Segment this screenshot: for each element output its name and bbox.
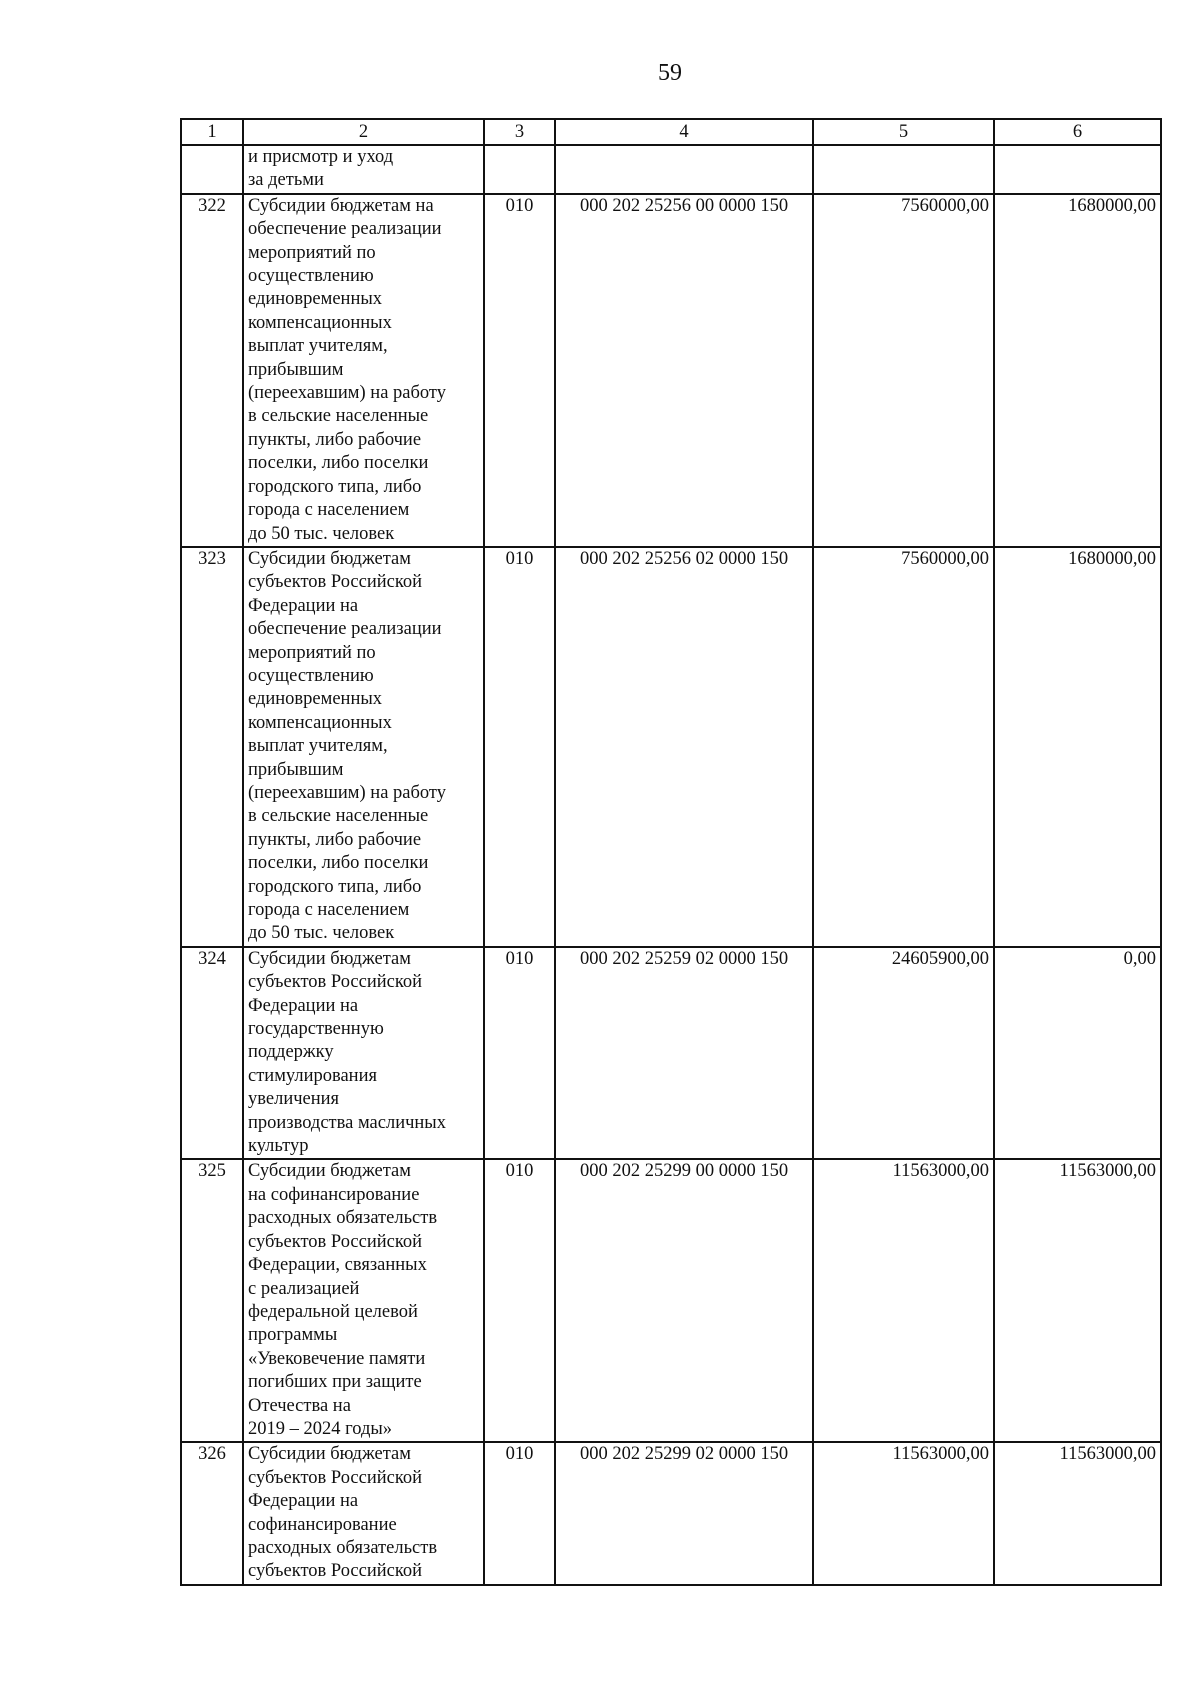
row-number (181, 145, 243, 194)
row-sum-2: 1680000,00 (994, 194, 1161, 547)
row-sum-2: 11563000,00 (994, 1442, 1161, 1584)
row-admin-code: 010 (484, 1442, 555, 1584)
row-sum-1: 7560000,00 (813, 194, 994, 547)
row-sum-1: 24605900,00 (813, 947, 994, 1160)
row-admin-code (484, 145, 555, 194)
row-number: 322 (181, 194, 243, 547)
row-name: Субсидии бюджетам субъектов Российской Федерации на софинансирование расходных обязательств субъектов Российской (243, 1442, 484, 1584)
budget-table (180, 118, 1162, 1586)
table-row (181, 1159, 1161, 1442)
row-sum-2 (994, 145, 1161, 194)
row-sum-2: 0,00 (994, 947, 1161, 1160)
row-sum-1 (813, 145, 994, 194)
header-row (181, 119, 1161, 145)
row-number: 325 (181, 1159, 243, 1442)
row-name: Субсидии бюджетам субъектов Российской Федерации на государственную поддержку стимулирования увеличения производства масличных культур (243, 947, 484, 1160)
column-header-1: 1 (181, 119, 243, 145)
table-row (181, 947, 1161, 1160)
row-number: 324 (181, 947, 243, 1160)
row-budget-code: 000 202 25259 02 0000 150 (555, 947, 813, 1160)
row-name: Субсидии бюджетам на обеспечение реализации мероприятий по осуществлению единовременных компенсационных выплат учителям, прибывшим (переехавшим) на работу в сельские населенные пункты, либо рабочие поселки, либо поселки городского типа, либо города с населением до 50 тыс. человек (243, 194, 484, 547)
row-name: Субсидии бюджетам субъектов Российской Федерации на обеспечение реализации мероприятий по осуществлению единовременных компенсационных выплат учителям, прибывшим (переехавшим) на работу в сельские населенные пункты, либо рабочие поселки, либо поселки городского типа, либо города с населением до 50 тыс. человек (243, 547, 484, 947)
column-header-5: 5 (813, 119, 994, 145)
table-row (181, 145, 1161, 194)
row-number: 326 (181, 1442, 243, 1584)
row-budget-code: 000 202 25256 00 0000 150 (555, 194, 813, 547)
row-sum-1: 11563000,00 (813, 1159, 994, 1442)
row-admin-code: 010 (484, 1159, 555, 1442)
column-header-6: 6 (994, 119, 1161, 145)
row-budget-code (555, 145, 813, 194)
page-number: 59 (658, 60, 682, 86)
row-sum-1: 11563000,00 (813, 1442, 994, 1584)
row-name: и присмотр и уход за детьми (243, 145, 484, 194)
row-sum-2: 1680000,00 (994, 547, 1161, 947)
table-row (181, 547, 1161, 947)
row-admin-code: 010 (484, 547, 555, 947)
column-header-4: 4 (555, 119, 813, 145)
column-header-2: 2 (243, 119, 484, 145)
row-budget-code: 000 202 25299 02 0000 150 (555, 1442, 813, 1584)
table-row (181, 194, 1161, 547)
column-header-3: 3 (484, 119, 555, 145)
row-admin-code: 010 (484, 194, 555, 547)
row-sum-2: 11563000,00 (994, 1159, 1161, 1442)
row-name: Субсидии бюджетам на софинансирование расходных обязательств субъектов Российской Федерации, связанных с реализацией федеральной целевой программы «Увековечение памяти погибших при защите Отечества на 2019 – 2024 годы» (243, 1159, 484, 1442)
row-admin-code: 010 (484, 947, 555, 1160)
row-sum-1: 7560000,00 (813, 547, 994, 947)
table-row (181, 1442, 1161, 1584)
row-number: 323 (181, 547, 243, 947)
row-budget-code: 000 202 25299 00 0000 150 (555, 1159, 813, 1442)
row-budget-code: 000 202 25256 02 0000 150 (555, 547, 813, 947)
